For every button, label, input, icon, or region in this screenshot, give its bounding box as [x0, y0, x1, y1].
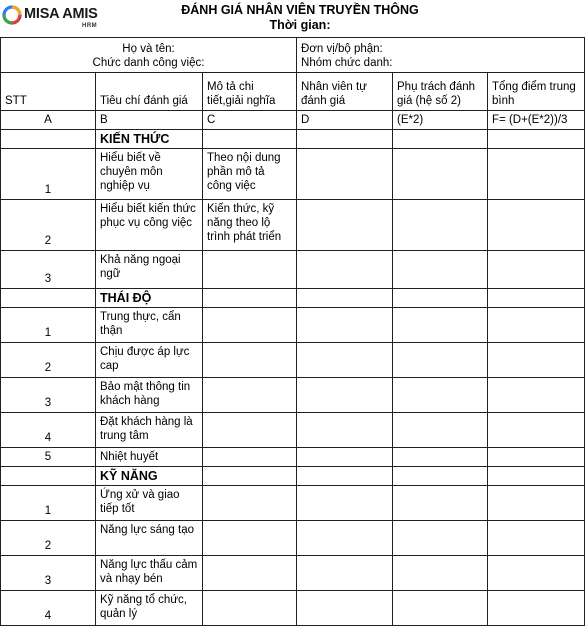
criteria-row	[1, 521, 585, 556]
row-stt: 1	[1, 149, 96, 200]
self-score-cell[interactable]	[297, 308, 393, 343]
total-score-cell[interactable]	[488, 486, 585, 521]
criteria-row	[1, 556, 585, 591]
total-score-cell[interactable]	[488, 556, 585, 591]
row-description	[203, 413, 297, 448]
logo-icon	[2, 5, 22, 25]
total-score-cell[interactable]	[488, 343, 585, 378]
manager-score-cell[interactable]	[393, 448, 488, 467]
code-row	[1, 111, 585, 130]
total-score-cell[interactable]	[488, 149, 585, 200]
row-stt: 3	[1, 556, 96, 591]
row-criteria: Hiểu biết kiến thức phục vụ công việc	[96, 200, 203, 251]
self-score-cell[interactable]	[297, 448, 393, 467]
section-empty-cell	[297, 467, 393, 486]
section-title-row	[1, 130, 585, 149]
criteria-row	[1, 378, 585, 413]
manager-score-cell[interactable]	[393, 591, 488, 626]
name-label: Họ và tên:	[122, 43, 175, 55]
document-header	[0, 0, 587, 37]
row-criteria: Đặt khách hàng là trung tâm	[96, 413, 203, 448]
row-description	[203, 378, 297, 413]
logo-subtext: HRM	[82, 23, 98, 29]
manager-score-cell[interactable]	[393, 556, 488, 591]
total-score-cell[interactable]	[488, 308, 585, 343]
document-subtitle: Thời gian:	[269, 18, 331, 32]
position-label: Chức danh công việc:	[92, 57, 205, 69]
manager-score-cell[interactable]	[393, 200, 488, 251]
row-criteria: Nhiệt huyết	[96, 448, 203, 467]
unit-label: Đơn vị/bộ phận:	[301, 43, 383, 55]
row-description	[203, 591, 297, 626]
section-title: THÁI ĐỘ	[96, 289, 203, 308]
section-empty-cell	[297, 130, 393, 149]
section-empty-cell	[203, 289, 297, 308]
row-description: Kiến thức, kỹ năng theo lộ trình phát triển	[203, 200, 297, 251]
criteria-row	[1, 200, 585, 251]
row-criteria: Bảo mật thông tin khách hàng	[96, 378, 203, 413]
section-title-row	[1, 467, 585, 486]
self-score-cell[interactable]	[297, 200, 393, 251]
section-stt-cell	[1, 289, 96, 308]
code-description: C	[203, 111, 297, 130]
row-criteria: Năng lực thấu cảm và nhạy bén	[96, 556, 203, 591]
total-score-cell[interactable]	[488, 200, 585, 251]
self-score-cell[interactable]	[297, 413, 393, 448]
self-score-cell[interactable]	[297, 521, 393, 556]
row-description	[203, 521, 297, 556]
document-title: ĐÁNH GIÁ NHÂN VIÊN TRUYỀN THÔNG	[181, 3, 419, 17]
col-header-total: Tổng điểm trung bình	[488, 73, 585, 111]
misa-amis-logo	[2, 5, 112, 35]
criteria-row	[1, 413, 585, 448]
section-empty-cell	[488, 467, 585, 486]
section-empty-cell	[393, 289, 488, 308]
row-stt: 5	[1, 448, 96, 467]
section-stt-cell	[1, 130, 96, 149]
self-score-cell[interactable]	[297, 591, 393, 626]
row-criteria: Khả năng ngoại ngữ	[96, 251, 203, 289]
total-score-cell[interactable]	[488, 448, 585, 467]
section-empty-cell	[488, 289, 585, 308]
row-description	[203, 448, 297, 467]
self-score-cell[interactable]	[297, 251, 393, 289]
row-stt: 4	[1, 413, 96, 448]
total-score-cell[interactable]	[488, 378, 585, 413]
criteria-row	[1, 251, 585, 289]
row-stt: 3	[1, 251, 96, 289]
row-criteria: Chịu được áp lực cap	[96, 343, 203, 378]
row-description	[203, 308, 297, 343]
row-description	[203, 556, 297, 591]
col-header-stt: STT	[1, 73, 96, 111]
section-empty-cell	[393, 467, 488, 486]
manager-score-cell[interactable]	[393, 521, 488, 556]
code-self: D	[297, 111, 393, 130]
self-score-cell[interactable]	[297, 556, 393, 591]
info-left-cell[interactable]	[1, 38, 297, 73]
section-title: KIẾN THỨC	[96, 130, 203, 149]
manager-score-cell[interactable]	[393, 149, 488, 200]
self-score-cell[interactable]	[297, 149, 393, 200]
row-stt: 4	[1, 591, 96, 626]
total-score-cell[interactable]	[488, 251, 585, 289]
col-header-self: Nhân viên tự đánh giá	[297, 73, 393, 111]
criteria-row	[1, 486, 585, 521]
self-score-cell[interactable]	[297, 486, 393, 521]
row-criteria: Kỹ năng tổ chức, quản lý	[96, 591, 203, 626]
row-stt: 2	[1, 521, 96, 556]
section-empty-cell	[297, 289, 393, 308]
criteria-row	[1, 343, 585, 378]
total-score-cell[interactable]	[488, 521, 585, 556]
col-header-description: Mô tả chi tiết,giải nghĩa	[203, 73, 297, 111]
section-title-row	[1, 289, 585, 308]
row-criteria: Hiểu biết về chuyên môn nghiệp vụ	[96, 149, 203, 200]
row-criteria: Trung thực, cẩn thận	[96, 308, 203, 343]
group-label: Nhóm chức danh:	[301, 57, 393, 69]
row-stt: 3	[1, 378, 96, 413]
criteria-row	[1, 448, 585, 467]
manager-score-cell[interactable]	[393, 343, 488, 378]
column-header-row	[1, 73, 585, 111]
evaluation-table	[0, 37, 585, 626]
row-criteria: Ứng xử và giao tiếp tốt	[96, 486, 203, 521]
total-score-cell[interactable]	[488, 591, 585, 626]
info-right-cell[interactable]	[297, 38, 585, 73]
section-stt-cell	[1, 467, 96, 486]
col-header-manager: Phụ trách đánh giá (hệ số 2)	[393, 73, 488, 111]
manager-score-cell[interactable]	[393, 251, 488, 289]
manager-score-cell[interactable]	[393, 378, 488, 413]
section-empty-cell	[203, 467, 297, 486]
manager-score-cell[interactable]	[393, 486, 488, 521]
row-description	[203, 343, 297, 378]
section-empty-cell	[488, 130, 585, 149]
row-stt: 2	[1, 200, 96, 251]
code-manager: (E*2)	[393, 111, 488, 130]
col-header-criteria: Tiêu chí đánh giá	[96, 73, 203, 111]
section-empty-cell	[203, 130, 297, 149]
row-stt: 1	[1, 308, 96, 343]
row-description	[203, 486, 297, 521]
row-stt: 2	[1, 343, 96, 378]
row-description: Theo nội dung phần mô tả công việc	[203, 149, 297, 200]
logo-text: MISA AMIS	[24, 6, 98, 22]
criteria-row	[1, 591, 585, 626]
info-row	[1, 38, 585, 73]
total-score-cell[interactable]	[488, 413, 585, 448]
section-empty-cell	[393, 130, 488, 149]
row-description	[203, 251, 297, 289]
code-criteria: B	[96, 111, 203, 130]
self-score-cell[interactable]	[297, 343, 393, 378]
criteria-row	[1, 149, 585, 200]
row-stt: 1	[1, 486, 96, 521]
code-total: F= (D+(E*2))/3	[488, 111, 585, 130]
section-title: KỸ NĂNG	[96, 467, 203, 486]
self-score-cell[interactable]	[297, 378, 393, 413]
criteria-row	[1, 308, 585, 343]
code-stt: A	[1, 111, 96, 130]
manager-score-cell[interactable]	[393, 308, 488, 343]
row-criteria: Năng lực sáng tạo	[96, 521, 203, 556]
manager-score-cell[interactable]	[393, 413, 488, 448]
